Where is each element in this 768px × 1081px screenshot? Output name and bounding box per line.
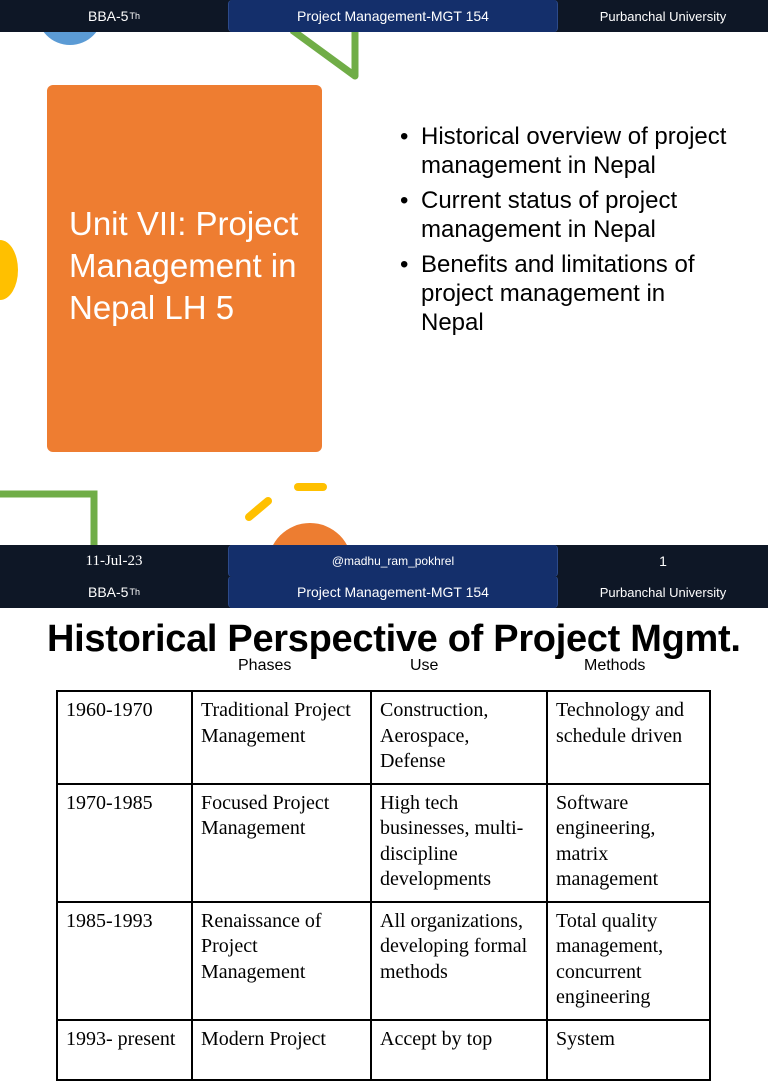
use-cell: High tech businesses, multi-discipline developments bbox=[371, 784, 547, 902]
table-row bbox=[57, 1020, 710, 1080]
footer-bar bbox=[0, 545, 768, 577]
use-cell: All organizations, developing formal methods bbox=[371, 902, 547, 1020]
university-name: Purbanchal University bbox=[599, 8, 727, 24]
bullet-item: • Historical overview of project management in Nepal bbox=[400, 122, 730, 180]
university-name: Purbanchal University bbox=[599, 584, 727, 600]
yellow-dash-decoration bbox=[249, 501, 268, 517]
methods-cell: System bbox=[547, 1020, 710, 1080]
column-header-methods: Methods bbox=[584, 657, 646, 674]
period-cell: 1960-1970 bbox=[57, 691, 192, 784]
course-level: BBA-5 Th bbox=[88, 8, 140, 24]
course-level: BBA-5 Th bbox=[88, 584, 140, 600]
phase-cell: Focused Project Management bbox=[192, 784, 371, 902]
methods-cell: Software engineering, matrix management bbox=[547, 784, 710, 902]
methods-cell: Technology and schedule driven bbox=[547, 691, 710, 784]
course-name: Project Management-MGT 154 bbox=[228, 576, 558, 608]
course-name: Project Management-MGT 154 bbox=[228, 0, 558, 32]
phase-cell: Modern Project bbox=[192, 1020, 371, 1080]
page-number: 1 bbox=[659, 553, 667, 569]
bullet-item: • Current status of project management in Nepal bbox=[400, 186, 730, 244]
use-cell: Accept by top bbox=[371, 1020, 547, 1080]
phase-cell: Traditional Project Management bbox=[192, 691, 371, 784]
table-row bbox=[57, 902, 710, 1020]
methods-cell: Total quality management, concurrent engineering bbox=[547, 902, 710, 1020]
column-header-phases: Phases bbox=[238, 657, 292, 674]
bullet-item: • Benefits and limitations of project management in Nepal bbox=[400, 250, 730, 337]
author-handle: @madhu_ram_pokhrel bbox=[228, 545, 558, 577]
table-row bbox=[57, 691, 710, 784]
slide-2-title: Historical Perspective of Project Mgmt. bbox=[47, 618, 741, 660]
header-bar-slide-2 bbox=[0, 576, 768, 608]
column-header-use: Use bbox=[410, 657, 439, 674]
yellow-semicircle-decoration bbox=[0, 240, 18, 300]
bullet-list bbox=[400, 122, 730, 343]
slide-title: Unit VII: Project Management in Nepal LH 5 bbox=[69, 205, 299, 326]
period-cell: 1970-1985 bbox=[57, 784, 192, 902]
title-box bbox=[47, 85, 322, 452]
history-table bbox=[56, 690, 711, 1081]
use-cell: Construction, Aerospace, Defense bbox=[371, 691, 547, 784]
phase-cell: Renaissance of Project Management bbox=[192, 902, 371, 1020]
table-row bbox=[57, 784, 710, 902]
slide-date: 11-Jul-23 bbox=[85, 552, 143, 569]
period-cell: 1985-1993 bbox=[57, 902, 192, 1020]
period-cell: 1993- present bbox=[57, 1020, 192, 1080]
header-bar bbox=[0, 0, 768, 32]
